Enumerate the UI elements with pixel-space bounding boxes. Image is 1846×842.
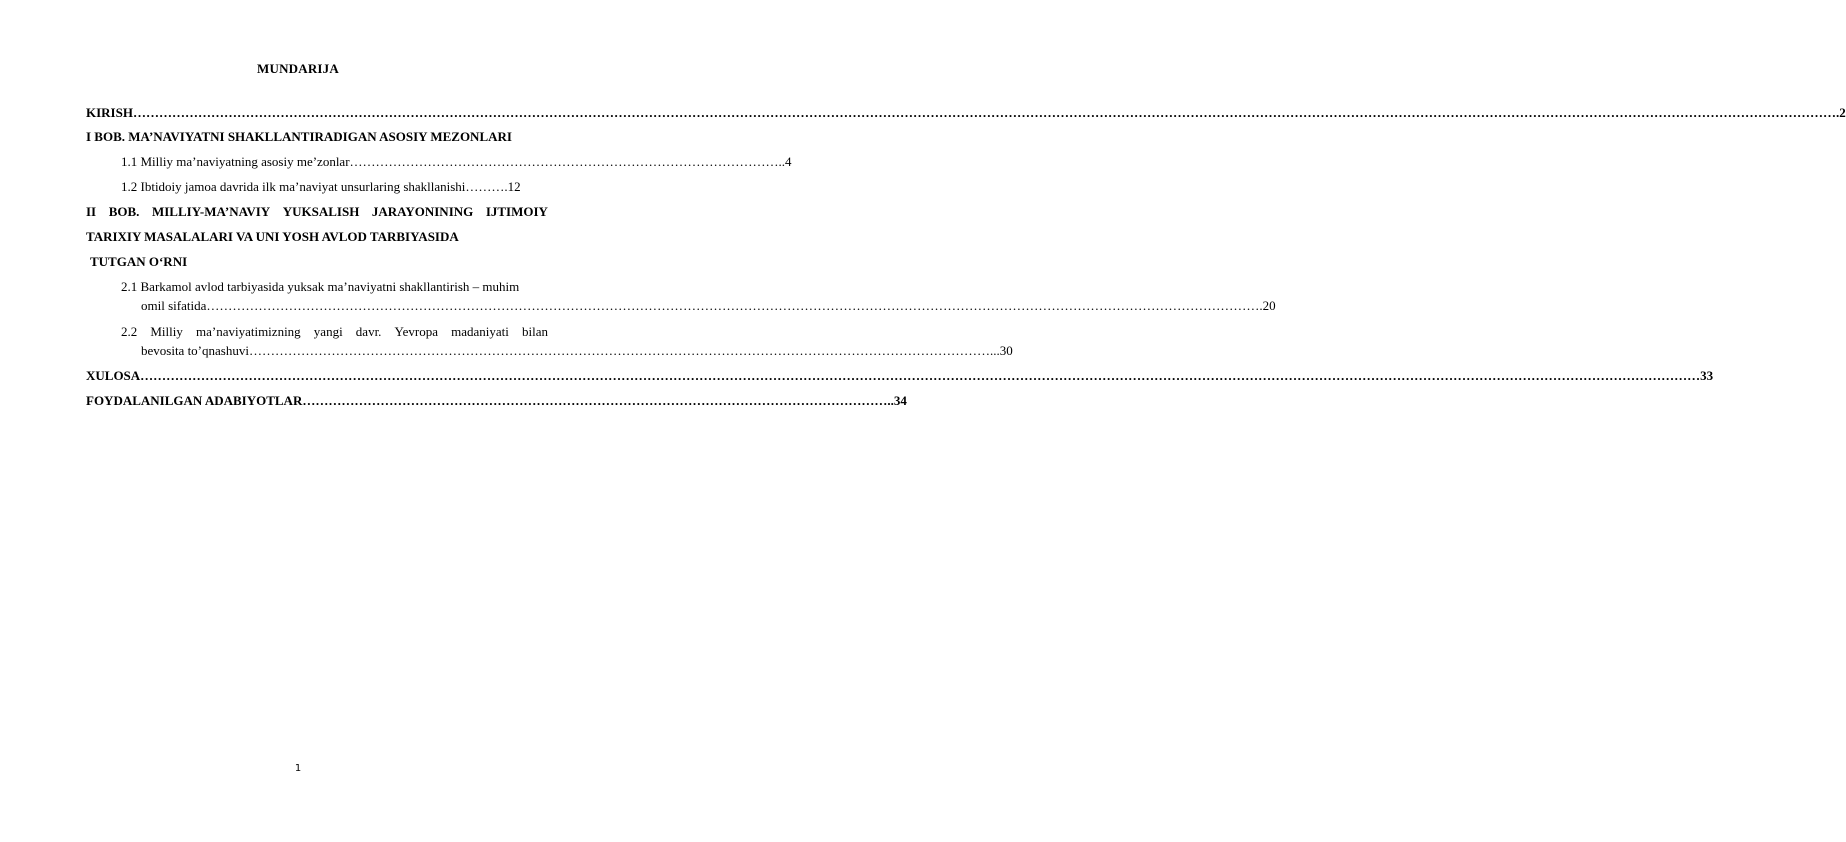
- toc-section-2-2-line-1: [121, 324, 548, 340]
- toc-chapter-2-word: YUKSALISH: [282, 204, 360, 219]
- toc-chapter-2-word: IJTIMOIY: [485, 204, 548, 219]
- toc-chapter-2-title-line-3: TUTGAN O‘RNI: [90, 254, 188, 269]
- toc-section-2-2-word: yangi: [313, 324, 343, 339]
- page-title: MUNDARIJA: [257, 61, 339, 76]
- toc-section-1-1: [121, 154, 792, 170]
- toc-section-2-2-word: ma’naviyatimizning: [195, 324, 301, 339]
- toc-section-2-2-line-2: [141, 343, 1013, 359]
- toc-section-2-2-line-2-text: bevosita to’qnashuvi………………………………………………………………………………………………………………………………………………………...30: [141, 343, 1013, 358]
- toc-chapter-2-word: JARAYONINING: [371, 204, 474, 219]
- toc-entry-xulosa-text: XULOSA………………………………………………………………………………………………………………………………………………………………………………………………………………………………………………………………………………………………………………………………33: [86, 368, 1714, 383]
- toc-section-2-1-line-1: 2.1 Barkamol avlod tarbiyasida yuksak ma’naviyatni shakllantirish – muhim: [121, 279, 520, 294]
- toc-section-1-2: 1.2 Ibtidoiy jamoa davrida ilk ma’naviyat unsurlaring shakllanishi……….12: [121, 179, 521, 194]
- toc-section-2-2-word: bilan: [522, 324, 548, 339]
- toc-chapter-2-title-line-2: TARIXIY MASALALARI VA UNI YOSH AVLOD TARBIYASIDA: [86, 229, 459, 244]
- toc-section-2-2-word: madaniyati: [451, 324, 509, 339]
- toc-entry-kirish-text: KIRISH…………………………………………………………………………………………………………………………………………………………………………………………………………………………………………………………………………………………………………………………………………………………….2: [86, 105, 1846, 120]
- toc-entry-xulosa: [86, 368, 1714, 384]
- toc-section-2-2-word: Yevropa: [394, 324, 439, 339]
- toc-entry-foydalanilgan-adabiyotlar: [86, 393, 907, 409]
- toc-section-1-1-text: 1.1 Milliy ma’naviyatning asosiy me’zonlar………………………………………………………………………………………..4: [121, 154, 792, 169]
- toc-chapter-2-word: II: [86, 204, 97, 219]
- toc-section-2-2-word: davr.: [355, 324, 382, 339]
- toc-chapter-2-word: MILLIY-MA’NAVIY: [151, 204, 271, 219]
- toc-section-2-2-word: Milliy: [150, 324, 183, 339]
- toc-entry-kirish: [86, 105, 1846, 121]
- toc-chapter-1-title: I BOB. MA’NAVIYATNI SHAKLLANTIRADIGAN ASOSIY MEZONLARI: [86, 129, 512, 144]
- toc-chapter-2-word: BOB.: [108, 204, 140, 219]
- page-number: 1: [294, 763, 302, 774]
- toc-section-2-2-word: 2.2: [121, 324, 138, 339]
- toc-chapter-2-title-line-1: [86, 204, 548, 220]
- toc-section-2-1-line-2-text: omil sifatida……………………………………………………………………………………………………………………………………………………………………………………………………………………….20: [141, 298, 1276, 313]
- toc-section-2-1-line-2: [141, 298, 1276, 314]
- toc-entry-foydalanilgan-adabiyotlar-text: FOYDALANILGAN ADABIYOTLAR………………………………………………………………………………………………………………………..34: [86, 393, 907, 408]
